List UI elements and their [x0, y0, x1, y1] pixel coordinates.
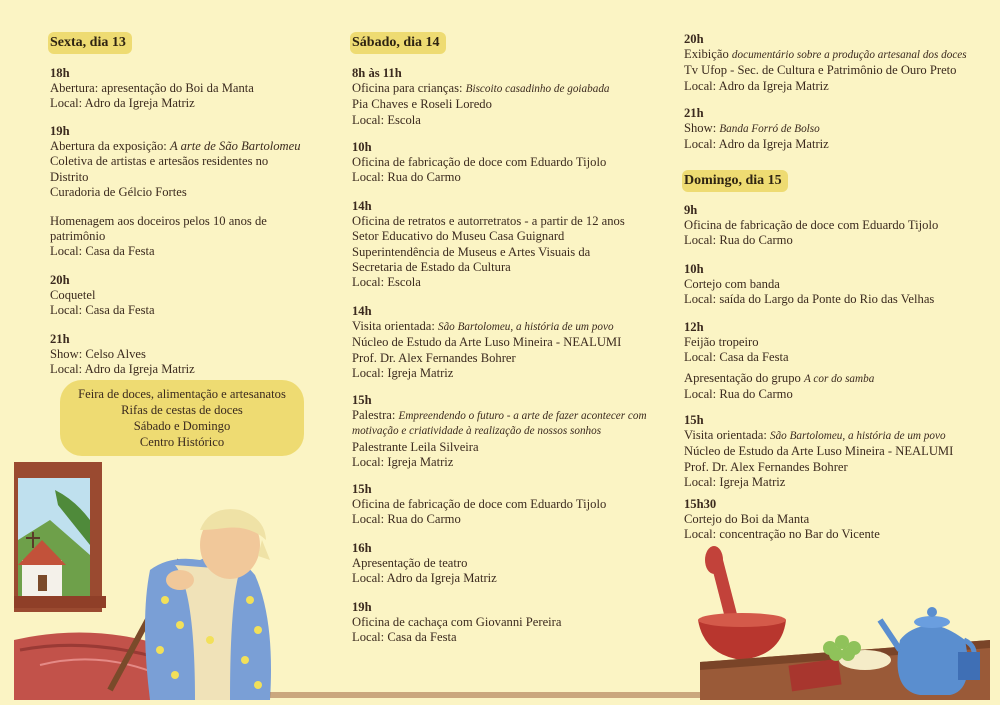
fair-line: Sábado e Domingo [133, 419, 231, 433]
event-description: Palestra: Empreendendo o futuro - a arte de fazer acontecer com [352, 408, 647, 423]
event-saturday-14h-visita [352, 304, 662, 381]
event-location: Local: Adro da Igreja Matriz [684, 137, 829, 152]
event-description: Visita orientada: São Bartolomeu, a história de um povo [684, 428, 946, 443]
event-sunday-samba [684, 371, 989, 402]
event-detail: Secretaria de Estado da Cultura [352, 259, 511, 274]
workshop-title: Biscoito casadinho de goiabada [465, 83, 610, 96]
event-time: 15h30 [684, 497, 717, 511]
event-sunday-12h [684, 320, 989, 366]
event-detail: Tv Ufop - Sec. de Cultura e Patrimônio de Ouro Preto [684, 63, 957, 78]
event-time: 14h [352, 199, 372, 213]
event-location: Local: Escola [352, 112, 421, 127]
fair-line: Rifas de cestas de doces [121, 403, 243, 417]
event-time: 19h [50, 124, 70, 138]
event-description: Apresentação do grupo A cor do samba [684, 371, 875, 385]
event-sunday-15h30 [684, 497, 989, 543]
event-detail: Pia Chaves e Roseli Loredo [352, 97, 492, 112]
event-detail: Distrito [50, 169, 89, 184]
event-saturday-19h [352, 600, 662, 646]
event-saturday-15h-oficina [352, 482, 662, 528]
event-location: Local: Casa da Festa [684, 350, 789, 365]
event-location: Local: Adro da Igreja Matriz [352, 571, 497, 586]
event-location: Local: Casa da Festa [50, 303, 155, 318]
talk-title: Empreendendo o futuro - a arte de fazer acontecer com [398, 410, 647, 423]
event-time: 15h [684, 413, 704, 427]
event-time: 8h às 11h [352, 66, 402, 80]
tour-title: São Bartolomeu, a história de um povo [437, 321, 614, 334]
tour-title: São Bartolomeu, a história de um povo [769, 430, 946, 443]
event-time: 15h [352, 393, 372, 407]
event-saturday-20h [684, 32, 989, 94]
event-description: Show: Celso Alves [50, 347, 146, 362]
event-description: Oficina de cachaça com Giovanni Pereira [352, 615, 562, 630]
event-location: Local: Casa da Festa [352, 630, 457, 645]
event-location: Local: Igreja Matriz [684, 474, 786, 489]
exhibition-title: A arte de São Bartolomeu [169, 139, 301, 154]
event-saturday-21h [684, 106, 989, 153]
event-location: Local: Igreja Matriz [352, 365, 454, 380]
event-description: Apresentação de teatro [352, 556, 468, 571]
event-location: Local: Rua do Carmo [684, 387, 793, 402]
event-detail: Prof. Dr. Alex Fernandes Bohrer [352, 350, 516, 365]
event-detail: Prof. Dr. Alex Fernandes Bohrer [684, 459, 848, 474]
event-friday-21h [50, 332, 310, 378]
day-heading-saturday: Sábado, dia 14 [350, 32, 446, 54]
event-location: Local: Igreja Matriz [352, 454, 454, 469]
event-sunday-15h [684, 413, 989, 490]
event-location: Local: saída do Largo da Ponte do Rio das Velhas [684, 292, 935, 307]
event-friday-18h [50, 66, 310, 112]
event-saturday-8h [352, 66, 662, 128]
event-location: Local: Casa da Festa [50, 244, 155, 259]
event-saturday-15h-palestra [352, 393, 662, 470]
event-time: 21h [50, 332, 70, 346]
event-detail: Curadoria de Gélcio Fortes [50, 184, 187, 199]
event-time: 12h [684, 320, 704, 334]
event-time: 18h [50, 66, 70, 80]
event-description: Abertura da exposição: A arte de São Bartolomeu [50, 139, 301, 154]
event-description: Coquetel [50, 288, 96, 303]
event-description: Exibição documentário sobre a produção artesanal dos doces [684, 47, 967, 62]
event-description: Abertura: apresentação do Boi da Manta [50, 81, 254, 96]
event-time: 21h [684, 106, 704, 120]
event-location: Local: Rua do Carmo [684, 233, 793, 248]
event-location: Local: Adro da Igreja Matriz [684, 78, 829, 93]
event-description: Feijão tropeiro [684, 335, 759, 350]
fair-line: Feira de doces, alimentação e artesanatos [78, 387, 286, 401]
event-detail: Setor Educativo do Museu Casa Guignard [352, 229, 565, 244]
event-description: Oficina para crianças: Biscoito casadinho de goiabada [352, 81, 610, 96]
event-friday-19h [50, 124, 310, 200]
event-description: Oficina de retratos e autorretratos - a partir de 12 anos [352, 214, 625, 229]
day-heading-sunday: Domingo, dia 15 [682, 170, 788, 192]
event-description: Oficina de fabricação de doce com Eduardo Tijolo [352, 497, 607, 512]
event-detail: Palestrante Leila Silveira [352, 439, 479, 454]
event-sunday-10h [684, 262, 989, 308]
event-detail: Superintendência de Museus e Artes Visuais da [352, 244, 591, 259]
event-description: Visita orientada: São Bartolomeu, a história de um povo [352, 319, 614, 334]
event-location: Local: Rua do Carmo [352, 512, 461, 527]
event-description: Cortejo do Boi da Manta [684, 512, 810, 527]
event-location: Local: Adro da Igreja Matriz [50, 96, 195, 111]
event-time: 15h [352, 482, 372, 496]
event-time: 20h [684, 32, 704, 46]
event-time: 10h [684, 262, 704, 276]
event-description: Oficina de fabricação de doce com Eduardo Tijolo [352, 155, 607, 170]
event-description: Cortejo com banda [684, 277, 780, 292]
event-detail: patrimônio [50, 229, 106, 244]
event-saturday-14h-retratos [352, 199, 662, 290]
event-description: Show: Banda Forró de Bolso [684, 121, 820, 136]
event-description: Homenagem aos doceiros pelos 10 anos de [50, 214, 267, 228]
event-location: Local: Escola [352, 275, 421, 290]
group-name: A cor do samba [803, 373, 875, 385]
event-location: Local: Rua do Carmo [352, 170, 461, 185]
event-saturday-16h [352, 541, 662, 587]
event-description: Oficina de fabricação de doce com Eduardo Tijolo [684, 218, 939, 233]
band-name: Banda Forró de Bolso [719, 123, 820, 136]
event-saturday-10h [352, 140, 662, 186]
event-time: 10h [352, 140, 372, 154]
event-location: Local: concentração no Bar do Vicente [684, 527, 880, 542]
day-heading-friday: Sexta, dia 13 [48, 32, 132, 54]
event-friday-20h [50, 273, 310, 319]
event-time: 14h [352, 304, 372, 318]
fair-line: Centro Histórico [139, 435, 225, 449]
event-time: 20h [50, 273, 70, 287]
event-detail: Coletiva de artistas e artesãos residentes no [50, 154, 269, 169]
window-illustration [14, 462, 106, 612]
film-title: documentário sobre a produção artesanal dos doces [731, 49, 967, 62]
event-sunday-9h [684, 203, 989, 249]
event-time: 9h [684, 203, 698, 217]
talk-title-cont: motivação e criatividade à realização de nossos sonhos [352, 425, 602, 438]
fair-info-box [60, 380, 304, 456]
event-detail: Núcleo de Estudo da Arte Luso Mineira - NEALUMI [684, 444, 954, 459]
mortar-illustration [698, 546, 786, 660]
event-detail: Núcleo de Estudo da Arte Luso Mineira - NEALUMI [352, 335, 622, 350]
event-location: Local: Adro da Igreja Matriz [50, 362, 195, 377]
event-friday-homenagem [50, 214, 310, 260]
event-time: 19h [352, 600, 372, 614]
event-time: 16h [352, 541, 372, 555]
